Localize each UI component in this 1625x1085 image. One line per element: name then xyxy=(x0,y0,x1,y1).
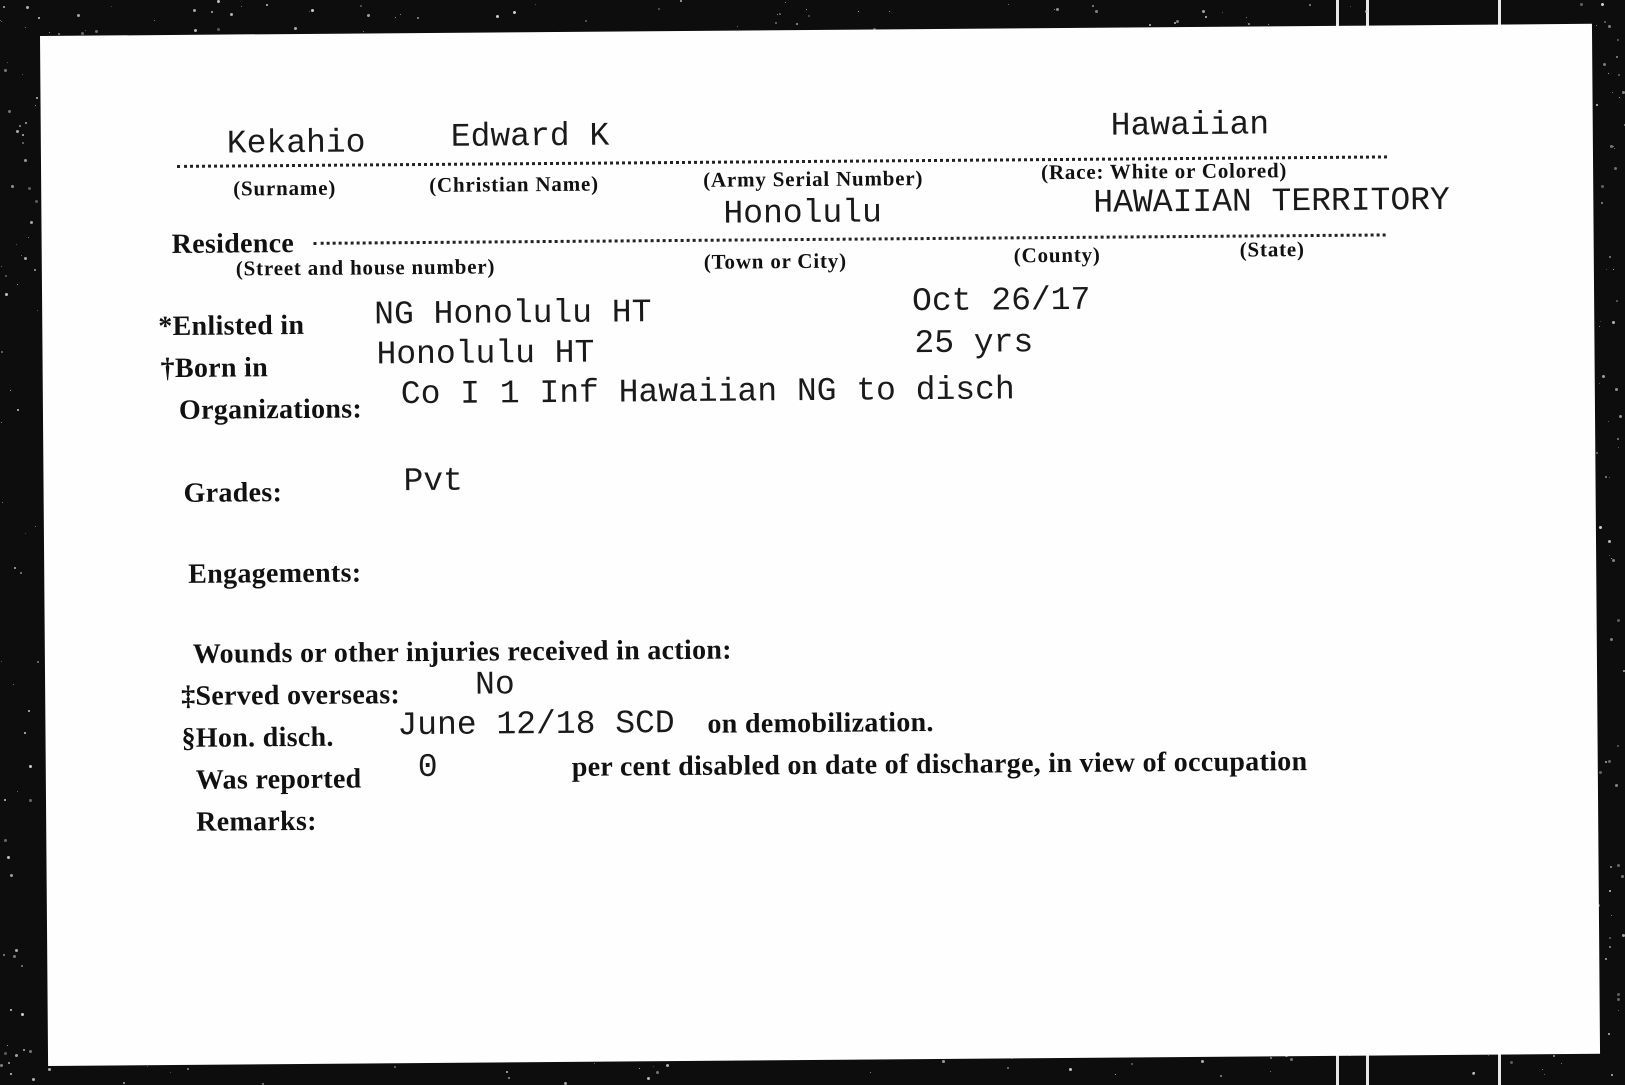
scan-speck xyxy=(95,30,98,33)
scan-speck xyxy=(35,200,38,203)
scan-speck xyxy=(35,105,36,106)
scan-speck xyxy=(1205,16,1207,18)
scan-speck xyxy=(1599,771,1602,774)
scan-speck xyxy=(1608,1033,1610,1035)
county-caption: (County) xyxy=(1013,242,1101,268)
scan-speck xyxy=(25,122,27,124)
scan-speck xyxy=(1622,934,1625,937)
scan-speck xyxy=(1007,1067,1009,1069)
scan-speck xyxy=(585,20,587,22)
scan-speck xyxy=(22,134,24,136)
scan-speck xyxy=(21,255,22,256)
scan-speck xyxy=(1,21,2,22)
scan-speck xyxy=(194,29,197,32)
scan-speck xyxy=(10,874,13,877)
remarks-label: Remarks: xyxy=(196,805,317,838)
scan-speck xyxy=(1,351,3,353)
scan-speck xyxy=(10,1073,12,1075)
christian-name-value: Edward K xyxy=(450,117,610,156)
scan-speck xyxy=(29,765,32,768)
scan-speck xyxy=(13,684,14,685)
scan-speck xyxy=(38,17,40,19)
scan-speck xyxy=(10,1009,12,1011)
scan-speck xyxy=(21,965,23,967)
scan-speck xyxy=(1611,558,1612,559)
scan-speck xyxy=(400,14,401,15)
scan-speck xyxy=(1599,383,1600,384)
scan-speck xyxy=(1616,56,1618,58)
scan-speck xyxy=(32,1078,35,1081)
scan-speck xyxy=(1510,1061,1513,1064)
served-overseas-label: ‡Served overseas: xyxy=(181,679,401,712)
scan-speck xyxy=(1612,92,1613,93)
scan-speck xyxy=(1617,864,1620,867)
scan-speck xyxy=(1056,8,1059,11)
scan-speck xyxy=(1131,1063,1133,1065)
scan-speck xyxy=(294,27,297,30)
scan-speck xyxy=(1,266,2,267)
scan-speck xyxy=(2,502,3,503)
scan-speck xyxy=(4,1052,7,1055)
scan-speck xyxy=(1613,269,1614,270)
scan-speck xyxy=(15,1054,18,1057)
scan-speck xyxy=(1615,388,1618,391)
scan-speck xyxy=(1270,1057,1272,1059)
scan-speck xyxy=(363,31,364,32)
scan-speck xyxy=(1542,1069,1543,1070)
scan-speck xyxy=(3,6,5,8)
scan-speck xyxy=(1609,890,1611,892)
scan-speck xyxy=(1248,23,1250,25)
scan-speck xyxy=(889,11,890,12)
scan-speck xyxy=(775,22,777,24)
scan-speck xyxy=(24,732,26,734)
served-overseas-value: No xyxy=(474,666,515,704)
scan-speck xyxy=(34,269,36,271)
scan-speck xyxy=(3,954,5,956)
age-value: 25 yrs xyxy=(914,324,1034,363)
residence-label: Residence xyxy=(171,228,295,260)
scan-speck xyxy=(779,13,781,15)
scan-speck xyxy=(311,9,314,12)
scan-speck xyxy=(36,97,38,99)
scan-speck xyxy=(1617,438,1619,440)
scan-speck xyxy=(1609,256,1611,258)
surname-value: Kekahio xyxy=(226,124,366,163)
scan-speck xyxy=(25,27,26,28)
scan-speck xyxy=(1580,3,1583,6)
scan-speck xyxy=(653,1066,654,1067)
scan-speck xyxy=(1561,1063,1562,1064)
surname-caption: (Surname) xyxy=(233,175,337,201)
scan-speck xyxy=(1365,10,1368,13)
scan-speck xyxy=(1350,6,1351,7)
scan-speck xyxy=(4,839,7,842)
scan-speck xyxy=(1604,21,1606,23)
scan-speck xyxy=(1610,638,1613,641)
scan-speck xyxy=(737,26,738,27)
scan-speck xyxy=(10,390,11,391)
enlisted-label: *Enlisted in xyxy=(158,309,305,343)
grades-value: Pvt xyxy=(403,462,464,501)
scan-speck xyxy=(77,14,80,17)
scan-speck xyxy=(230,13,233,16)
scan-speck xyxy=(8,1062,10,1064)
scan-speck xyxy=(666,1064,669,1067)
service-record-card xyxy=(40,24,1600,1066)
scan-speck xyxy=(1602,375,1605,378)
scan-speck xyxy=(26,6,29,9)
scan-speck xyxy=(1617,993,1620,996)
scan-speck xyxy=(1201,1060,1204,1063)
scan-speck xyxy=(1617,39,1619,41)
scan-speck xyxy=(1069,1068,1072,1071)
scan-speck xyxy=(1619,415,1622,418)
scan-speck xyxy=(395,17,396,18)
scan-speck xyxy=(1290,1058,1293,1061)
scan-speck xyxy=(1115,1074,1116,1075)
scan-speck xyxy=(1608,73,1609,74)
scan-speck xyxy=(496,15,499,18)
scan-speck xyxy=(1596,104,1598,106)
scan-speck xyxy=(796,23,798,25)
scan-speck xyxy=(21,1013,24,1016)
scan-speck xyxy=(1616,300,1618,302)
scan-speck xyxy=(22,142,24,144)
scan-speck xyxy=(13,955,16,958)
scan-speck xyxy=(1149,24,1151,26)
scan-speck xyxy=(1601,202,1603,204)
scan-speck xyxy=(123,1082,125,1084)
scan-speck xyxy=(16,130,19,133)
enlisted-place-value: NG Honolulu HT xyxy=(374,294,652,334)
born-place-value: Honolulu HT xyxy=(376,334,595,374)
scan-speck xyxy=(1596,25,1597,26)
scan-speck xyxy=(1609,477,1610,478)
scan-speck xyxy=(594,1063,595,1064)
town-value: Honolulu xyxy=(723,194,882,233)
scan-speck xyxy=(241,6,242,7)
scan-speck xyxy=(1608,421,1609,422)
scan-speck xyxy=(1618,74,1620,76)
scan-speck xyxy=(37,661,39,663)
scan-speck xyxy=(1611,915,1612,916)
scan-speck xyxy=(17,284,18,285)
scan-speck xyxy=(29,1050,32,1053)
scan-speck xyxy=(1092,5,1094,7)
scan-speck xyxy=(647,1077,650,1080)
scan-speck xyxy=(85,30,86,31)
discharge-suffix: on demobilization. xyxy=(707,707,934,740)
disability-suffix: per cent disabled on date of discharge, in view of occupation xyxy=(571,746,1308,783)
street-caption: (Street and house number) xyxy=(235,254,496,281)
scan-speck xyxy=(28,710,30,712)
scan-speck xyxy=(5,293,8,296)
scan-speck xyxy=(1488,1055,1489,1056)
scan-speck xyxy=(28,237,29,238)
scan-speck xyxy=(808,15,810,17)
scan-speck xyxy=(1617,745,1619,747)
scan-speck xyxy=(1614,167,1617,170)
scan-speck xyxy=(1220,1075,1222,1077)
scan-speck xyxy=(17,791,18,792)
enlisted-date-value: Oct 26/17 xyxy=(911,281,1091,321)
scan-speck xyxy=(1599,326,1600,327)
scan-speck xyxy=(309,11,310,12)
scan-speck xyxy=(170,1072,171,1073)
scan-speck xyxy=(1617,619,1620,622)
scan-speck xyxy=(1472,1072,1475,1075)
residence-dotted-line xyxy=(314,233,1386,244)
scan-speck xyxy=(0,1064,3,1067)
scan-speck xyxy=(30,221,33,224)
scan-speck xyxy=(785,2,786,3)
scan-speck xyxy=(147,1066,148,1067)
scan-speck xyxy=(16,244,17,245)
scan-speck xyxy=(777,14,778,15)
scan-speck xyxy=(1600,321,1601,322)
scan-speck xyxy=(23,1049,25,1051)
scan-speck xyxy=(29,799,32,802)
scan-speck xyxy=(1610,866,1612,868)
scan-speck xyxy=(513,11,516,14)
race-value: Hawaiian xyxy=(1110,106,1270,145)
scan-speck xyxy=(111,6,112,7)
scan-speck xyxy=(35,526,36,527)
scan-speck xyxy=(508,1077,510,1079)
scan-speck xyxy=(7,1045,8,1046)
scan-speck xyxy=(1309,4,1311,6)
scan-speck xyxy=(1246,17,1247,18)
discharge-label: §Hon. disch. xyxy=(181,721,334,754)
scan-speck xyxy=(1618,447,1619,448)
state-caption: (State) xyxy=(1239,237,1305,262)
christian-name-caption: (Christian Name) xyxy=(429,171,599,197)
scan-speck xyxy=(394,1066,396,1068)
scan-speck xyxy=(1615,784,1618,787)
scan-speck xyxy=(1617,998,1620,1001)
serial-number-caption: (Army Serial Number) xyxy=(703,166,924,192)
scan-speck xyxy=(11,185,14,188)
grades-label: Grades: xyxy=(183,477,283,509)
scan-speck xyxy=(1614,148,1615,149)
scan-speck xyxy=(1621,875,1624,878)
scan-speck xyxy=(262,1083,264,1085)
scan-speck xyxy=(658,8,660,10)
scan-speck xyxy=(1608,25,1611,28)
scan-speck xyxy=(942,1060,945,1063)
scan-speck xyxy=(22,74,23,75)
scan-speck xyxy=(1,661,2,662)
scan-speck xyxy=(1619,97,1620,98)
scan-speck xyxy=(49,32,50,33)
scan-speck xyxy=(1605,958,1607,960)
scan-speck xyxy=(1174,22,1176,24)
scan-speck xyxy=(1270,1071,1271,1072)
scan-speck xyxy=(1,422,2,423)
wounds-label: Wounds or other injuries received in action: xyxy=(192,634,732,670)
scan-speck xyxy=(8,110,11,113)
discharge-value: June 12/18 SCD xyxy=(397,705,675,745)
scan-speck xyxy=(1596,452,1598,454)
scan-speck xyxy=(1202,10,1205,13)
scan-speck xyxy=(7,856,10,859)
scan-speck xyxy=(4,799,6,801)
scan-speck xyxy=(5,275,7,277)
scan-speck xyxy=(19,125,21,127)
scan-speck xyxy=(28,187,31,190)
state-value: HAWAIIAN TERRITORY xyxy=(1093,181,1450,222)
scan-speck xyxy=(187,1068,189,1070)
disability-value: 0 xyxy=(417,748,438,787)
scan-speck xyxy=(1599,526,1602,529)
scan-speck xyxy=(14,567,16,569)
scan-speck xyxy=(193,9,196,12)
scan-speck xyxy=(1544,1074,1545,1075)
disability-label: Was reported xyxy=(195,763,362,796)
scan-speck xyxy=(154,20,155,21)
scan-speck xyxy=(639,1068,640,1069)
scan-speck xyxy=(1612,559,1615,562)
scan-speck xyxy=(1268,24,1269,25)
scan-speck xyxy=(1609,555,1610,556)
scan-speck xyxy=(1609,937,1611,939)
scan-speck xyxy=(217,28,220,31)
scan-speck xyxy=(1054,9,1055,10)
scan-speck xyxy=(1612,321,1615,324)
scan-speck xyxy=(1611,1074,1613,1076)
scan-speck xyxy=(1601,185,1604,188)
scan-speck xyxy=(1618,1010,1619,1011)
engagements-label: Engagements: xyxy=(188,557,362,590)
scan-speck xyxy=(81,32,84,35)
scan-speck xyxy=(1553,1055,1555,1057)
scan-speck xyxy=(211,11,213,13)
scan-speck xyxy=(24,257,27,260)
scan-speck xyxy=(680,0,682,2)
scan-speck xyxy=(1605,761,1607,763)
scan-speck xyxy=(1605,476,1607,478)
organizations-value: Co I 1 Inf Hawaiian NG to disch xyxy=(400,371,1015,414)
scan-speck xyxy=(360,5,362,7)
scan-speck xyxy=(15,949,18,952)
born-label: †Born in xyxy=(160,352,269,385)
scan-speck xyxy=(217,0,220,3)
scan-speck xyxy=(656,1071,659,1074)
scan-speck xyxy=(1622,91,1625,94)
scan-speck xyxy=(1608,540,1611,543)
scan-speck xyxy=(535,4,536,5)
scan-speck xyxy=(1008,4,1009,5)
organizations-label: Organizations: xyxy=(178,393,363,426)
scan-speck xyxy=(1095,10,1098,13)
scan-speck xyxy=(506,1071,508,1073)
scan-speck xyxy=(417,17,419,19)
scan-speck xyxy=(48,1068,51,1071)
scan-speck xyxy=(20,572,22,574)
scan-speck xyxy=(1606,269,1607,270)
scan-speck xyxy=(1222,12,1223,13)
scan-speck xyxy=(367,14,370,17)
scan-speck xyxy=(1176,20,1179,23)
town-caption: (Town or City) xyxy=(703,248,847,274)
scan-speck xyxy=(1603,63,1606,66)
scan-speck xyxy=(870,1072,871,1073)
scan-speck xyxy=(1609,946,1611,948)
race-caption: (Race: White or Colored) xyxy=(1041,158,1288,185)
scan-speck xyxy=(806,9,807,10)
scan-speck xyxy=(7,62,8,63)
scan-speck xyxy=(25,533,26,534)
scan-speck xyxy=(17,409,19,411)
scan-speck xyxy=(4,69,7,72)
scan-speck xyxy=(858,11,859,12)
scan-speck xyxy=(266,4,268,6)
scan-speck xyxy=(37,310,38,311)
scan-speck xyxy=(24,159,27,162)
scan-speck xyxy=(1601,3,1604,6)
scan-speck xyxy=(1608,760,1611,763)
